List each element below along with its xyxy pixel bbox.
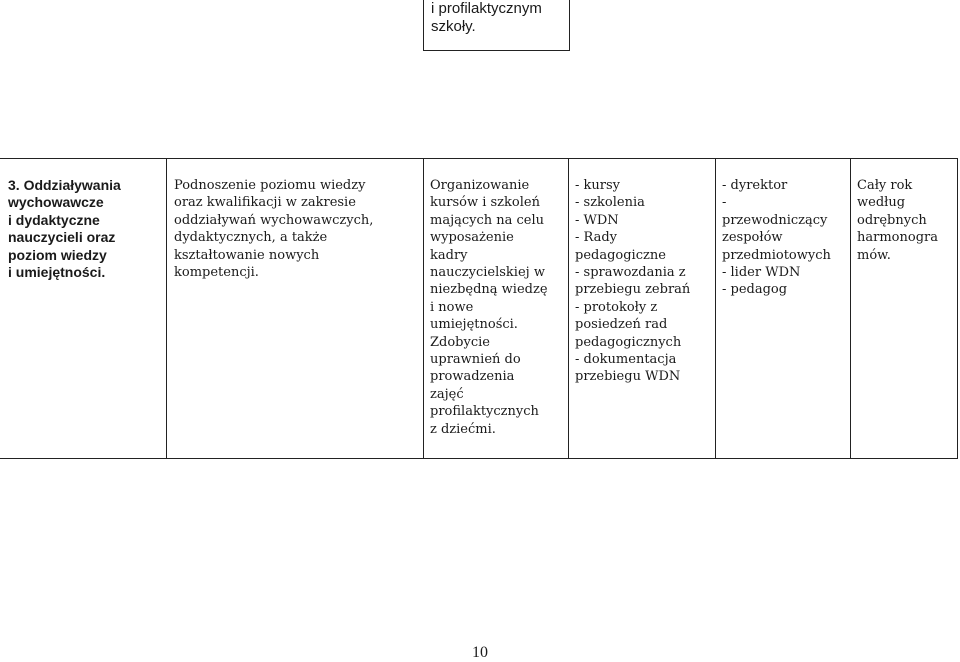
table-continuation-cell	[423, 0, 570, 51]
tasks-text: Organizowanie kursów i szkoleń mających na celu wyposażenie kadry nauczycielskiej w niezbędną wiedzę i nowe umiejętności. Zdobycie uprawnień do prowadzenia zajęć profilaktycznych z dziećmi.	[430, 178, 548, 437]
goal-cell	[166, 159, 423, 458]
area-text: 3. Oddziaływania wychowawcze i dydaktyczne nauczycieli oraz poziom wiedzy i umiejętności.	[8, 177, 121, 281]
goal-text: Podnoszenie poziomu wiedzy oraz kwalifikacji w zakresie oddziaływań wychowawczych, dydaktycznych, a także kształtowanie nowych kompetencji.	[174, 178, 374, 281]
time-cell	[850, 159, 958, 458]
time-text: Cały rok według odrębnych harmonogra mów.	[857, 178, 938, 263]
continuation-text: i profilaktycznym szkoły.	[431, 0, 542, 35]
responsible-text: - dyrektor - przewodniczący zespołów przedmiotowych - lider WDN - pedagog	[722, 178, 831, 298]
forms-cell	[568, 159, 715, 458]
tasks-cell	[423, 159, 568, 458]
forms-text: - kursy - szkolenia - WDN - Rady pedagogiczne - sprawozdania z przebiegu zebrań - protokoły z posiedzeń rad pedagogicznych - dokumentacja przebiegu WDN	[575, 178, 691, 385]
area-cell	[0, 159, 166, 458]
page-number: 10	[472, 644, 488, 661]
responsible-cell	[715, 159, 850, 458]
plan-table-row	[0, 158, 958, 459]
